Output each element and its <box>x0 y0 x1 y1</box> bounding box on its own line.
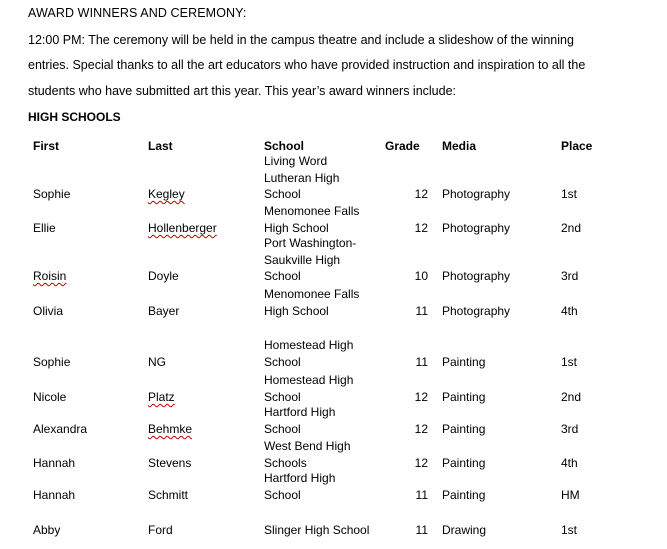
cell-school <box>264 404 379 437</box>
cell-school <box>264 470 379 503</box>
cell-place: 4th <box>561 456 578 470</box>
cell-media: Painting <box>442 456 486 470</box>
school-line: School <box>264 421 301 436</box>
cell-first: Sophie <box>33 355 71 369</box>
cell-first: Hannah <box>33 488 76 502</box>
section-title: HIGH SCHOOLS <box>28 110 121 124</box>
cell-last: Kegley <box>148 187 185 201</box>
cell-first: Alexandra <box>33 422 88 436</box>
cell-school <box>264 522 394 538</box>
school-line: Homestead High <box>264 338 354 352</box>
column-header-grade: Grade <box>385 139 420 153</box>
cell-media: Painting <box>442 488 486 502</box>
cell-grade: 11 <box>415 304 428 318</box>
cell-place: 3rd <box>561 269 579 283</box>
school-line: Saukville High <box>264 252 341 267</box>
cell-first: Abby <box>33 523 61 537</box>
cell-last: Schmitt <box>148 488 189 502</box>
cell-grade: 12 <box>414 390 428 404</box>
cell-first: Roisin <box>33 269 67 283</box>
column-header-media: Media <box>442 139 477 153</box>
intro-line-2: entries. Special thanks to all the art educators who have provided instruction and inspiration to all the <box>28 58 586 72</box>
cell-last: Hollenberger <box>148 221 217 235</box>
cell-grade: 12 <box>414 221 428 235</box>
cell-place: HM <box>561 488 580 502</box>
school-line: Hartford High <box>264 405 336 419</box>
intro-line-3: students who have submitted art this year. This year’s award winners include: <box>28 84 456 98</box>
cell-last: Behmke <box>148 422 193 436</box>
school-line: School <box>264 389 301 404</box>
cell-media: Photography <box>442 269 511 283</box>
cell-school <box>264 286 379 319</box>
cell-last: Platz <box>148 390 175 404</box>
school-line: Slinger High School <box>264 523 370 537</box>
column-header-first: First <box>33 139 60 153</box>
cell-grade: 11 <box>415 355 428 369</box>
school-line: Menomonee Falls <box>264 287 360 301</box>
school-line: High School <box>264 303 329 318</box>
cell-last: Ford <box>148 523 173 537</box>
cell-school <box>264 372 379 405</box>
cell-grade: 11 <box>415 523 428 537</box>
cell-media: Photography <box>442 304 511 318</box>
cell-place: 2nd <box>561 390 582 404</box>
cell-media: Painting <box>442 355 486 369</box>
cell-place: 3rd <box>561 422 579 436</box>
cell-last: Stevens <box>148 456 192 470</box>
cell-place: 4th <box>561 304 578 318</box>
document-heading: AWARD WINNERS AND CEREMONY: <box>28 6 247 20</box>
school-line: School <box>264 487 301 502</box>
cell-school <box>264 337 379 370</box>
column-header-school: School <box>264 139 305 153</box>
cell-school <box>264 438 379 471</box>
cell-grade: 11 <box>415 488 428 502</box>
cell-school <box>264 153 379 203</box>
cell-media: Drawing <box>442 523 487 537</box>
school-line: School <box>264 354 301 369</box>
cell-grade: 12 <box>414 187 428 201</box>
school-line: Living Word <box>264 154 328 168</box>
cell-grade: 10 <box>414 269 428 283</box>
cell-school <box>264 203 379 236</box>
cell-grade: 12 <box>414 422 428 436</box>
cell-grade: 12 <box>414 456 428 470</box>
school-line: Homestead High <box>264 373 354 387</box>
school-line: Port Washington- <box>264 236 357 250</box>
school-line: Menomonee Falls <box>264 204 360 218</box>
column-header-last: Last <box>148 139 173 153</box>
cell-place: 2nd <box>561 221 582 235</box>
cell-first: Olivia <box>33 304 64 318</box>
cell-first: Sophie <box>33 187 71 201</box>
cell-media: Photography <box>442 187 511 201</box>
cell-last: Doyle <box>148 269 179 283</box>
cell-first: Ellie <box>33 221 56 235</box>
school-line: School <box>264 269 301 283</box>
school-line: School <box>264 187 301 201</box>
cell-last: Bayer <box>148 304 180 318</box>
intro-line-1: 12:00 PM: The ceremony will be held in the campus theatre and include a slideshow of the winning <box>28 33 574 47</box>
cell-place: 1st <box>561 355 578 369</box>
cell-media: Painting <box>442 390 486 404</box>
school-line: Lutheran High <box>264 170 340 185</box>
cell-school <box>264 235 379 285</box>
cell-first: Nicole <box>33 390 67 404</box>
cell-place: 1st <box>561 187 578 201</box>
cell-media: Photography <box>442 221 511 235</box>
cell-last: NG <box>148 355 166 369</box>
school-line: Hartford High <box>264 471 336 485</box>
column-header-place: Place <box>561 139 593 153</box>
school-line: West Bend High <box>264 439 351 453</box>
cell-first: Hannah <box>33 456 76 470</box>
cell-place: 1st <box>561 523 578 537</box>
cell-media: Painting <box>442 422 486 436</box>
school-line: Schools <box>264 455 307 470</box>
school-line: High School <box>264 220 329 235</box>
